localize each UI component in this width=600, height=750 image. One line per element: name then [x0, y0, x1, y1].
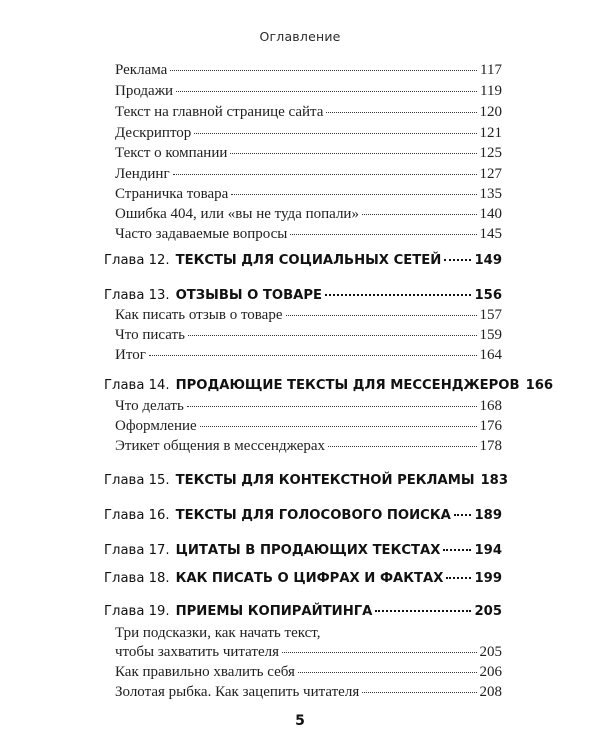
- toc-entry[interactable]: [115, 327, 502, 344]
- chapter-label: Глава 12.: [104, 253, 170, 268]
- entry-title: Оформление: [115, 418, 197, 434]
- entry-page: 164: [479, 347, 502, 363]
- toc-entry[interactable]: [115, 644, 502, 661]
- leader-dots: [170, 70, 477, 71]
- entry-page: 208: [479, 684, 502, 700]
- toc-entry[interactable]: [115, 62, 502, 79]
- entry-title: Часто задаваемые вопросы: [115, 226, 288, 242]
- entry-title: Как правильно хвалить себя: [115, 664, 295, 680]
- entry-page: 135: [479, 186, 502, 202]
- leader-dots: [375, 610, 471, 612]
- entry-title: Ошибка 404, или «вы не туда попали»: [115, 206, 359, 222]
- entry-title: Текст о компании: [115, 145, 228, 161]
- leader-dots: [328, 446, 476, 447]
- leader-dots: [149, 355, 477, 356]
- toc-chapter-14[interactable]: [104, 378, 554, 393]
- toc-entry[interactable]: [115, 186, 502, 203]
- toc-chapter-15[interactable]: [104, 473, 509, 488]
- chapter-title: ТЕКСТЫ ДЛЯ СОЦИАЛЬНЫХ СЕТЕЙ: [175, 253, 442, 268]
- toc-chapter-13[interactable]: [104, 288, 502, 303]
- toc-chapter-16[interactable]: [104, 508, 502, 523]
- entry-page: 194: [474, 543, 502, 558]
- page-number: 5: [295, 713, 305, 729]
- chapter-title: ЦИТАТЫ В ПРОДАЮЩИХ ТЕКСТАХ: [175, 543, 441, 558]
- entry-page: 199: [474, 571, 502, 586]
- entry-title: Что писать: [115, 327, 185, 343]
- entry-page: 159: [479, 327, 502, 343]
- chapter-title: КАК ПИСАТЬ О ЦИФРАХ И ФАКТАХ: [175, 571, 444, 586]
- entry-page: 145: [479, 226, 502, 242]
- entry-page: 120: [479, 104, 502, 120]
- entry-title: Лендинг: [115, 166, 170, 182]
- toc-entry[interactable]: [115, 83, 502, 100]
- leader-dots: [187, 406, 477, 407]
- leader-dots: [362, 214, 477, 215]
- entry-page: 176: [479, 418, 502, 434]
- toc-entry[interactable]: [115, 125, 502, 142]
- leader-dots: [325, 294, 471, 296]
- leader-dots: [194, 133, 476, 134]
- leader-dots: [188, 335, 477, 336]
- chapter-label: Глава 13.: [104, 288, 170, 303]
- toc-entry[interactable]: [115, 398, 502, 415]
- entry-page: 149: [474, 253, 502, 268]
- chapter-title: ОТЗЫВЫ О ТОВАРЕ: [175, 288, 323, 303]
- toc-entry[interactable]: [115, 664, 502, 681]
- toc-entry[interactable]: [115, 104, 502, 121]
- leader-dots: [298, 672, 477, 673]
- toc-chapter-18[interactable]: [104, 571, 502, 586]
- entry-page: 166: [525, 378, 554, 393]
- leader-dots: [446, 577, 471, 579]
- leader-dots: [286, 315, 477, 316]
- entry-page: 140: [479, 206, 502, 222]
- entry-page: 178: [479, 438, 502, 454]
- leader-dots: [290, 234, 476, 235]
- chapter-label: Глава 17.: [104, 543, 170, 558]
- entry-page: 206: [479, 664, 502, 680]
- chapter-title: ПРИЕМЫ КОПИРАЙТИНГА: [175, 604, 373, 619]
- chapter-label: Глава 19.: [104, 604, 170, 619]
- toc-entry[interactable]: [115, 684, 502, 701]
- toc-chapter-19[interactable]: [104, 604, 502, 619]
- entry-title: Страничка товара: [115, 186, 229, 202]
- toc-entry[interactable]: [115, 347, 502, 364]
- entry-page: 168: [479, 398, 502, 414]
- running-head: Оглавление: [259, 29, 341, 44]
- chapter-title: ПРОДАЮЩИЕ ТЕКСТЫ ДЛЯ МЕССЕНДЖЕРОВ: [175, 378, 520, 393]
- leader-dots: [443, 549, 471, 551]
- entry-title: Итог: [115, 347, 146, 363]
- leader-dots: [173, 174, 477, 175]
- entry-title: Золотая рыбка. Как зацепить читателя: [115, 684, 360, 700]
- entry-title: Продажи: [115, 83, 174, 99]
- chapter-title: ТЕКСТЫ ДЛЯ КОНТЕКСТНОЙ РЕКЛАМЫ: [175, 473, 475, 488]
- entry-page: 205: [479, 644, 502, 660]
- chapter-label: Глава 18.: [104, 571, 170, 586]
- leader-dots: [176, 91, 477, 92]
- chapter-title: ТЕКСТЫ ДЛЯ ГОЛОСОВОГО ПОИСКА: [175, 508, 451, 523]
- entry-page: 189: [474, 508, 502, 523]
- toc-entry[interactable]: [115, 418, 502, 435]
- entry-page: 119: [480, 83, 502, 99]
- entry-page: 125: [479, 145, 502, 161]
- leader-dots: [230, 153, 476, 154]
- leader-dots: [362, 692, 476, 693]
- toc-entry[interactable]: [115, 145, 502, 162]
- leader-dots: [326, 112, 476, 113]
- entry-title-line1[interactable]: Три подсказки, как начать текст,: [115, 625, 321, 641]
- entry-title: Реклама: [115, 62, 168, 78]
- toc-entry[interactable]: [115, 438, 502, 455]
- entry-title: Как писать отзыв о товаре: [115, 307, 283, 323]
- entry-page: 156: [474, 288, 502, 303]
- entry-page: 127: [479, 166, 502, 182]
- entry-title: Этикет общения в мессенджерах: [115, 438, 326, 454]
- toc-entry[interactable]: [115, 206, 502, 223]
- entry-page: 117: [480, 62, 502, 78]
- entry-title: Дескриптор: [115, 125, 192, 141]
- leader-dots: [282, 652, 476, 653]
- toc-entry[interactable]: [115, 166, 502, 183]
- entry-page: 121: [479, 125, 502, 141]
- toc-chapter-17[interactable]: [104, 543, 502, 558]
- toc-entry[interactable]: [115, 226, 502, 243]
- leader-dots: [444, 259, 471, 261]
- chapter-label: Глава 16.: [104, 508, 170, 523]
- entry-title: чтобы захватить читателя: [115, 644, 280, 660]
- leader-dots: [231, 194, 476, 195]
- entry-page: 157: [479, 307, 502, 323]
- chapter-label: Глава 15.: [104, 473, 170, 488]
- chapter-label: Глава 14.: [104, 378, 170, 393]
- toc-entry[interactable]: [115, 307, 502, 324]
- entry-page: 183: [480, 473, 509, 488]
- toc-chapter-12[interactable]: [104, 253, 502, 268]
- entry-title: Что делать: [115, 398, 184, 414]
- entry-title: Текст на главной странице сайта: [115, 104, 324, 120]
- entry-page: 205: [474, 604, 502, 619]
- leader-dots: [200, 426, 477, 427]
- leader-dots: [454, 514, 472, 516]
